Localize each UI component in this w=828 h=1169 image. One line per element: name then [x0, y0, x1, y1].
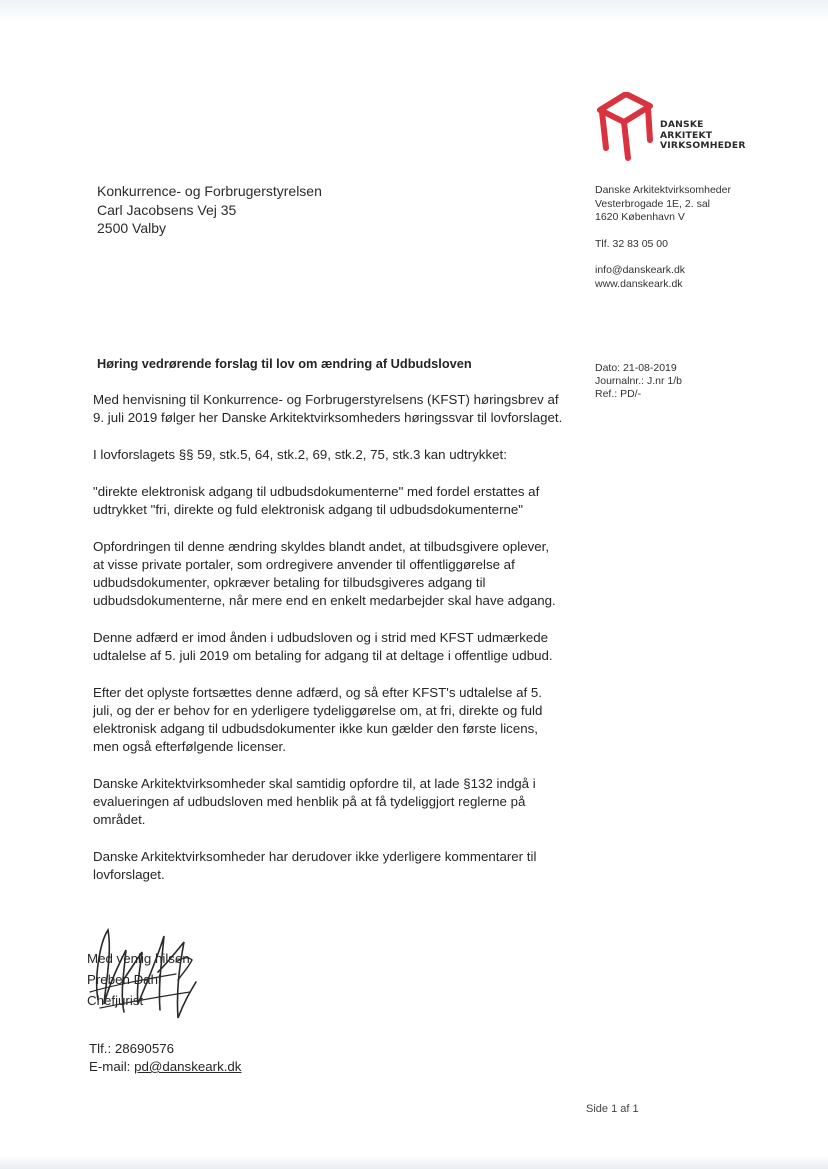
sender-street: Vesterbrogade 1E, 2. sal — [595, 197, 710, 210]
email-label: E-mail: — [89, 1059, 135, 1074]
sender-web: www.danskeark.dk — [595, 277, 683, 290]
letter-body — [93, 391, 563, 903]
paragraph-7: Danske Arkitektvirksomheder skal samtidig opfordre til, at lade §132 indgå i evalueringen af udbudsloven med henblik på at få tydeliggjort reglerne på området. — [93, 776, 536, 827]
signer-phone: Tlf.: 28690576 — [89, 1041, 175, 1056]
sender-phone: Tlf. 32 83 05 00 — [595, 237, 668, 250]
paragraph-8: Danske Arkitektvirksomheder har derudover ikke yderligere kommentarer til lovforslaget. — [93, 849, 537, 882]
journal-number: Journalnr.: J.nr 1/b — [595, 375, 682, 388]
letter-date: Dato: 21-08-2019 — [595, 362, 677, 374]
sender-city: 1620 København V — [595, 211, 685, 223]
company-logo — [596, 92, 746, 162]
email-link[interactable]: pd@danskeark.dk — [134, 1059, 242, 1074]
sender-address — [595, 184, 731, 291]
page-number: Side 1 af 1 — [586, 1103, 639, 1115]
recipient-address — [97, 182, 322, 238]
logo-line-3: VIRKSOMHEDER — [660, 140, 746, 151]
scan-edge-top — [0, 0, 828, 22]
recipient-city: 2500 Valby — [97, 220, 167, 236]
signer-contact — [89, 1040, 241, 1076]
logo-line-2: ARKITEKT — [660, 129, 713, 141]
logo-icon — [596, 92, 658, 162]
paragraph-4: Opfordringen til denne ændring skyldes blandt andet, at tilbudsgivere oplever, at visse private portaler, som ordregivere anvender til offentliggørelse af udbudsdokumenter, opkræver betaling for tilbudsgiveres adgang til udbudsdokumenterne, når mere end en enkelt medarbejder skal have adgang. — [93, 539, 556, 608]
signer-email-line — [89, 1058, 241, 1076]
paragraph-5: Denne adfærd er imod ånden i udbudsloven og i strid med KFST udmærkede udtalelse af 5. juli 2019 om betaling for adgang til at deltage i offentlige udbud. — [93, 630, 553, 663]
logo-line-1: DANSKE — [660, 119, 704, 130]
letter-subject: Høring vedrørende forslag til lov om ændring af Udbudsloven — [97, 356, 472, 371]
paragraph-3: "direkte elektronisk adgang til udbudsdokumenterne" med fordel erstattes af udtrykket "fri, direkte og fuld elektronisk adgang til udbudsdokumenterne" — [93, 484, 540, 517]
signer-name: Preben Dahl — [87, 972, 161, 987]
paragraph-1: Med henvisning til Konkurrence- og Forbrugerstyrelsens (KFST) høringsbrev af 9. juli 2019 følger her Danske Arkitektvirksomheders høringssvar til lovforslaget. — [93, 392, 563, 425]
closing-greeting: Med venlig hilsen — [87, 951, 190, 966]
paragraph-2: I lovforslagets §§ 59, stk.5, 64, stk.2, 69, stk.2, 75, stk.3 kan udtrykket: — [93, 447, 507, 462]
handwritten-signature — [80, 922, 210, 1032]
reference: Ref.: PD/- — [595, 388, 642, 401]
recipient-name: Konkurrence- og Forbrugerstyrelsen — [97, 183, 322, 199]
scan-edge-bottom — [0, 1155, 828, 1169]
signature-icon — [80, 922, 210, 1032]
recipient-street: Carl Jacobsens Vej 35 — [97, 201, 237, 218]
logo-wordmark — [660, 120, 746, 152]
sender-email: info@danskeark.dk — [595, 264, 686, 276]
paragraph-6: Efter det oplyste fortsættes denne adfærd, og så efter KFST's udtalelse af 5. juli, og der er behov for en yderligere tydeliggørelse om, at fri, direkte og fuld elektronisk adgang til udbudsdokumenter ikke kun gælder den første licens, men også efterfølgende licenser. — [93, 685, 543, 754]
signer-title: Chefjurist — [87, 993, 144, 1008]
sender-name: Danske Arkitektvirksomheder — [595, 184, 731, 196]
letter-meta — [595, 362, 682, 402]
